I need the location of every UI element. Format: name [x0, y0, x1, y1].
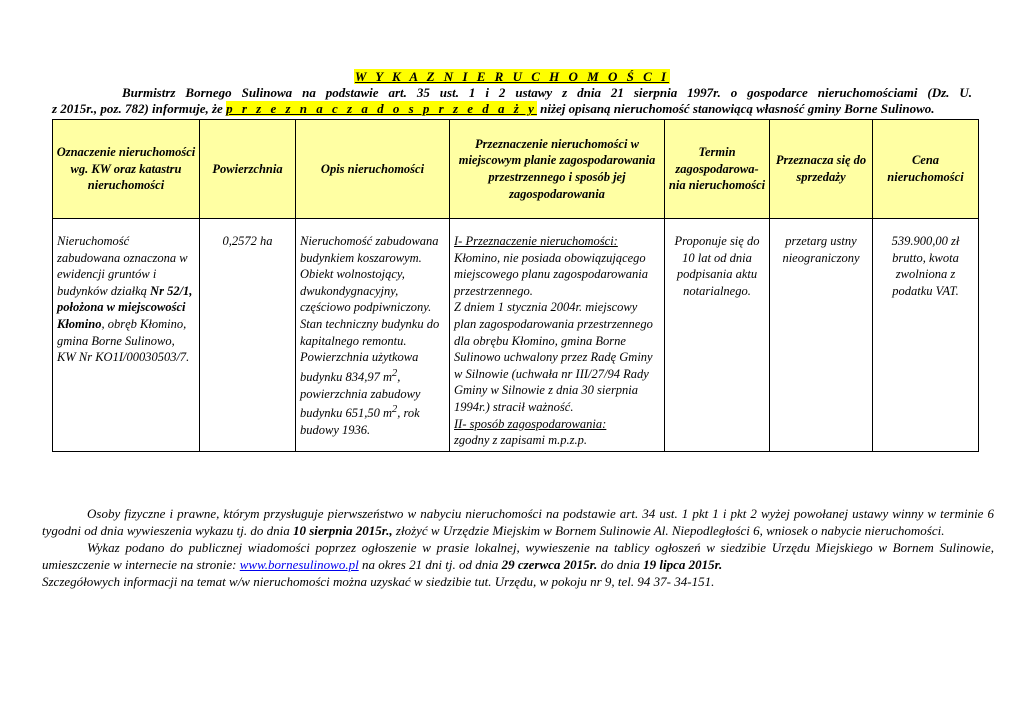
- cell-sale-mode: przetarg ustny nieograniczony: [770, 219, 873, 452]
- header-area: Powierzchnia: [200, 120, 296, 219]
- intro-paragraph: [52, 85, 972, 117]
- property-table: [52, 119, 979, 452]
- zoning-text-3: zgodny z zapisami m.p.z.p.: [454, 433, 587, 448]
- footer-p2-text-3: do dnia: [597, 557, 644, 572]
- footer-p1-rest: złożyć w Urzędzie Miejskim w Bornem Sulinowie Al. Niepodległości 6, wniosek o nabycie nieruchomości.: [392, 523, 945, 538]
- designation-rest: , obręb Kłomino, gmina Borne Sulinowo, KW Nr KO1I/00030503/7.: [57, 316, 190, 365]
- zoning-heading-2: II- sposób zagospodarowania:: [454, 416, 607, 431]
- footer-p2-text: Wykaz podano do publicznej wiadomości poprzez ogłoszenie w prasie lokalnej, wywieszenie na tablicy ogłoszeń w siedzibie Urzędu Miejskiego w Bornem Sulinowie, umieszczenie w internecie na stronie:: [42, 540, 994, 572]
- designation-text: Nieruchomość zabudowana oznaczona w ewidencji gruntów i budynków działką: [57, 234, 188, 298]
- header-zoning: Przeznaczenie nieruchomości w miejscowym planie zagospodarowania przestrzennego i sposób jej zagospodarowania: [450, 120, 665, 219]
- designation-parcel: Nr 52/1, położona w miejscowości Kłomino: [57, 283, 193, 331]
- footer-p2-date-from: 29 czerwca 2015r.: [501, 557, 598, 572]
- cell-zoning: [450, 219, 665, 452]
- zoning-text-2: Z dniem 1 stycznia 2004r. miejscowy plan zagospodarowania przestrzennego dla obrębu Kłomino, gmina Borne Sulinowo uchwalony przez Radę Gminy w Silnowie (uchwała nr III/27/94 Rady Gminy w Silnowie z dnia 30 sierpnia 1994r.) stracił ważność.: [454, 300, 653, 414]
- header-deadline: Termin zagospodarowa-nia nieruchomości: [665, 120, 770, 219]
- cell-description: [296, 219, 450, 452]
- description-text: Nieruchomość zabudowana budynkiem koszarowym. Obiekt wolnostojący, dwukondygnacyjny, częściowo podpiwniczony. Stan techniczny budynku do kapitalnego remontu. Powierzchnia użytkowa budynku 834,97 m: [300, 234, 440, 384]
- table-header-row: [53, 120, 979, 219]
- footer-paragraph-3: Szczegółowych informacji na temat w/w nieruchomości można uzyskać w siedzibie tut. Urzędu, w pokoju nr 9, tel. 94 37- 34-151.: [42, 574, 715, 589]
- zoning-text-1: Kłomino, nie posiada obowiązującego miejscowego planu zagospodarowania przestrzennego.: [454, 250, 648, 298]
- zoning-heading-1: I- Przeznaczenie nieruchomości:: [454, 234, 618, 248]
- footer-paragraph-1: [42, 505, 994, 539]
- footer-paragraph-2: [42, 539, 994, 573]
- header-sale-mode: Przeznacza się do sprzedaży: [770, 120, 873, 219]
- footer-p2-text-2: na okres 21 dni tj. od dnia: [358, 557, 502, 572]
- intro-line-1: Burmistrz Bornego Sulinowa na podstawie art. 35 ust. 1 i 2 ustawy z dnia 21 sierpnia 1997r. o gospodarce nieruchomościami (Dz. U.: [122, 85, 972, 100]
- header-designation: Oznaczenie nieruchomości wg. KW oraz katastru nieruchomości: [53, 120, 200, 219]
- header-price: Cena nieruchomości: [873, 120, 979, 219]
- header-description: Opis nieruchomości: [296, 120, 450, 219]
- cell-designation: [53, 219, 200, 452]
- price-note: brutto, kwota zwolniona z podatku VAT.: [892, 250, 959, 298]
- footer-p1-date: 10 sierpnia 2015r.,: [292, 523, 393, 538]
- superscript-2: 2: [392, 404, 398, 416]
- description-text-2: , powierzchnia zabudowy budynku 651,50 m: [300, 369, 421, 421]
- footer-notes: [42, 505, 994, 590]
- footer-p2-date-to: 19 lipca 2015r.: [643, 557, 723, 572]
- intro-highlight: p r z e z n a c z a d o s p r z e d a ż y: [226, 101, 537, 116]
- website-link[interactable]: www.bornesulinowo.pl: [239, 557, 359, 572]
- price-amount: 539.900,00 zł: [891, 234, 960, 248]
- intro-line-2-post: niżej opisaną nieruchomość stanowiącą własność gminy Borne Sulinowo.: [536, 101, 935, 116]
- description-text-3: , rok budowy 1936.: [300, 406, 420, 437]
- cell-deadline: Proponuje się do 10 lat od dnia podpisania aktu notarialnego.: [665, 219, 770, 452]
- footer-p1-text: Osoby fizyczne i prawne, którym przysługuje pierwszeństwo w nabyciu nieruchomości na podstawie art. 34 ust. 1 pkt 1 i pkt 2 wyżej powołanej ustawy winny w terminie 6 tygodni od dnia wywieszenia wykazu tj. do dnia: [42, 506, 994, 538]
- intro-line-2-pre: z 2015r., poz. 782) informuje, że: [52, 101, 227, 116]
- superscript-1: 2: [392, 367, 398, 379]
- document-title: [0, 69, 1024, 84]
- table-row: [53, 219, 979, 452]
- title-text: W Y K A Z N I E R U C H O M O Ś C I: [354, 69, 670, 84]
- cell-price: [873, 219, 979, 452]
- cell-area: 0,2572 ha: [200, 219, 296, 452]
